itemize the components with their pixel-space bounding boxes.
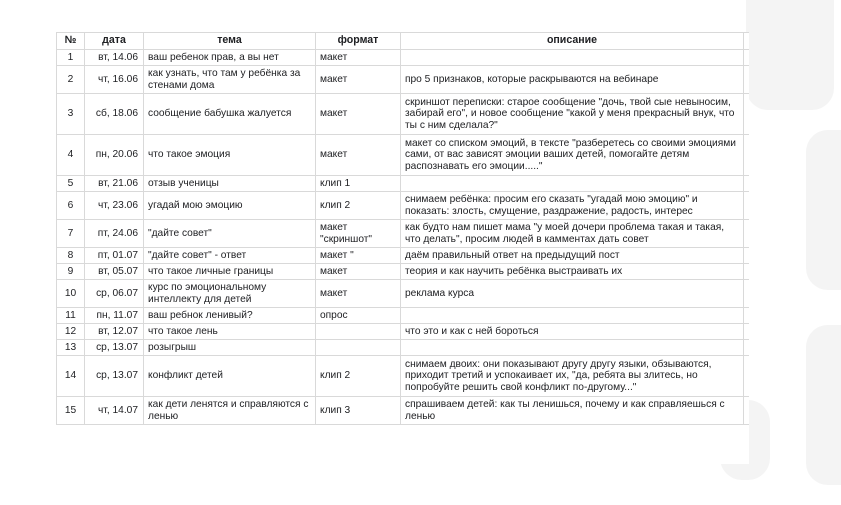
table-row <box>57 397 750 425</box>
description-cell[interactable] <box>401 176 744 192</box>
table-row <box>57 264 750 280</box>
topic-cell[interactable]: "дайте совет" <box>144 220 316 248</box>
format-cell[interactable]: макет "скриншот" <box>316 220 401 248</box>
table-row <box>57 66 750 94</box>
table-row <box>57 192 750 220</box>
empty-cell[interactable] <box>744 176 750 192</box>
header-format[interactable]: формат <box>316 33 401 50</box>
format-cell[interactable]: макет <box>316 66 401 94</box>
header-date[interactable]: дата <box>85 33 144 50</box>
format-cell[interactable]: макет <box>316 264 401 280</box>
date-cell[interactable]: пт, 01.07 <box>85 248 144 264</box>
topic-cell[interactable]: что такое личные границы <box>144 264 316 280</box>
topic-cell[interactable]: что такое лень <box>144 324 316 340</box>
date-cell[interactable]: вт, 14.06 <box>85 50 144 66</box>
format-cell[interactable]: клип 1 <box>316 176 401 192</box>
date-cell[interactable]: пн, 11.07 <box>85 308 144 324</box>
empty-cell[interactable] <box>744 66 750 94</box>
empty-cell[interactable] <box>744 248 750 264</box>
description-cell[interactable]: даём правильный ответ на предыдущий пост <box>401 248 744 264</box>
header-topic[interactable]: тема <box>144 33 316 50</box>
header-empty[interactable] <box>744 33 750 50</box>
date-cell[interactable]: вт, 12.07 <box>85 324 144 340</box>
table-row <box>57 324 750 340</box>
row-number-cell[interactable]: 2 <box>57 66 85 94</box>
row-number-cell[interactable]: 9 <box>57 264 85 280</box>
date-cell[interactable]: ср, 13.07 <box>85 356 144 397</box>
background-shape <box>746 0 834 110</box>
empty-cell[interactable] <box>744 264 750 280</box>
empty-cell[interactable] <box>744 220 750 248</box>
date-cell[interactable]: чт, 23.06 <box>85 192 144 220</box>
format-cell[interactable] <box>316 340 401 356</box>
empty-cell[interactable] <box>744 94 750 135</box>
topic-cell[interactable]: конфликт детей <box>144 356 316 397</box>
topic-cell[interactable]: отзыв ученицы <box>144 176 316 192</box>
table-row <box>57 340 750 356</box>
date-cell[interactable]: ср, 13.07 <box>85 340 144 356</box>
empty-cell[interactable] <box>744 397 750 425</box>
format-cell[interactable]: клип 2 <box>316 192 401 220</box>
topic-cell[interactable]: розыгрыш <box>144 340 316 356</box>
topic-cell[interactable]: как дети ленятся и справляются с ленью <box>144 397 316 425</box>
date-cell[interactable]: ср, 06.07 <box>85 280 144 308</box>
description-cell[interactable]: теория и как научить ребёнка выстраивать их <box>401 264 744 280</box>
date-cell[interactable]: чт, 14.07 <box>85 397 144 425</box>
empty-cell[interactable] <box>744 50 750 66</box>
row-number-cell[interactable]: 5 <box>57 176 85 192</box>
date-cell[interactable]: пн, 20.06 <box>85 135 144 176</box>
empty-cell[interactable] <box>744 324 750 340</box>
row-number-cell[interactable]: 1 <box>57 50 85 66</box>
description-cell[interactable]: снимаем двоих: они показывают другу другу языки, обзываются, приходит третий и успокаивает их, "да, ребята вы злитесь, но попробуйте решить свой конфликт по-другому..." <box>401 356 744 397</box>
empty-cell[interactable] <box>744 356 750 397</box>
date-cell[interactable]: пт, 24.06 <box>85 220 144 248</box>
description-cell[interactable]: реклама курса <box>401 280 744 308</box>
description-cell[interactable]: скриншот переписки: старое сообщение "дочь, твой сые невыносим, забирай его", и новое сообщение "какой у меня прекрасный внук, что ты с ним сделала?" <box>401 94 744 135</box>
description-cell[interactable]: снимаем ребёнка: просим его сказать "угадай мою эмоцию" и показать: злость, смущение, раздражение, радость, интерес <box>401 192 744 220</box>
background-shape <box>806 130 841 290</box>
row-number-cell[interactable]: 12 <box>57 324 85 340</box>
topic-cell[interactable]: угадай мою эмоцию <box>144 192 316 220</box>
content-plan-spreadsheet <box>56 32 749 464</box>
description-cell[interactable] <box>401 50 744 66</box>
empty-cell[interactable] <box>744 340 750 356</box>
topic-cell[interactable]: что такое эмоция <box>144 135 316 176</box>
description-cell[interactable]: про 5 признаков, которые раскрываются на вебинаре <box>401 66 744 94</box>
format-cell[interactable]: макет <box>316 135 401 176</box>
row-number-cell[interactable]: 4 <box>57 135 85 176</box>
description-cell[interactable]: что это и как с ней бороться <box>401 324 744 340</box>
background-shape <box>806 325 841 485</box>
row-number-cell[interactable]: 13 <box>57 340 85 356</box>
header-row <box>57 33 750 50</box>
table-row <box>57 220 750 248</box>
row-number-cell[interactable]: 11 <box>57 308 85 324</box>
row-number-cell[interactable]: 10 <box>57 280 85 308</box>
table-row <box>57 94 750 135</box>
row-number-cell[interactable]: 15 <box>57 397 85 425</box>
format-cell[interactable] <box>316 324 401 340</box>
description-cell[interactable] <box>401 308 744 324</box>
header-description[interactable]: описание <box>401 33 744 50</box>
table-row <box>57 135 750 176</box>
date-cell[interactable]: вт, 05.07 <box>85 264 144 280</box>
topic-cell[interactable]: ваш ребнок ленивый? <box>144 308 316 324</box>
empty-cell[interactable] <box>744 308 750 324</box>
format-cell[interactable]: опрос <box>316 308 401 324</box>
format-cell[interactable]: макет <box>316 94 401 135</box>
empty-cell[interactable] <box>744 135 750 176</box>
format-cell[interactable]: макет <box>316 280 401 308</box>
row-number-cell[interactable]: 7 <box>57 220 85 248</box>
table-row <box>57 248 750 264</box>
description-cell[interactable]: как будто нам пишет мама "у моей дочери проблема такая и такая, что делать", просим людей в камментах дать совет <box>401 220 744 248</box>
row-number-cell[interactable]: 8 <box>57 248 85 264</box>
row-number-cell[interactable]: 14 <box>57 356 85 397</box>
format-cell[interactable]: клип 2 <box>316 356 401 397</box>
topic-cell[interactable]: сообщение бабушка жалуется <box>144 94 316 135</box>
table-row <box>57 50 750 66</box>
header-number[interactable]: № <box>57 33 85 50</box>
content-plan-table <box>56 32 749 425</box>
format-cell[interactable]: макет " <box>316 248 401 264</box>
empty-cell[interactable] <box>744 280 750 308</box>
table-row <box>57 356 750 397</box>
table-row <box>57 176 750 192</box>
date-cell[interactable]: вт, 21.06 <box>85 176 144 192</box>
table-row <box>57 280 750 308</box>
table-row <box>57 308 750 324</box>
format-cell[interactable]: клип 3 <box>316 397 401 425</box>
date-cell[interactable]: сб, 18.06 <box>85 94 144 135</box>
description-cell[interactable]: макет со списком эмоций, в тексте "разберетесь со своими эмоциями сами, от вас зависят эмоции ваших детей, помогайте детям распознавать его эмоции....." <box>401 135 744 176</box>
topic-cell[interactable]: как узнать, что там у ребёнка за стенами дома <box>144 66 316 94</box>
date-cell[interactable]: чт, 16.06 <box>85 66 144 94</box>
row-number-cell[interactable]: 3 <box>57 94 85 135</box>
empty-cell[interactable] <box>744 192 750 220</box>
topic-cell[interactable]: "дайте совет" - ответ <box>144 248 316 264</box>
description-cell[interactable]: спрашиваем детей: как ты ленишься, почему и как справляешься с ленью <box>401 397 744 425</box>
description-cell[interactable] <box>401 340 744 356</box>
topic-cell[interactable]: курс по эмоциональному интеллекту для детей <box>144 280 316 308</box>
row-number-cell[interactable]: 6 <box>57 192 85 220</box>
topic-cell[interactable]: ваш ребенок прав, а вы нет <box>144 50 316 66</box>
format-cell[interactable]: макет <box>316 50 401 66</box>
